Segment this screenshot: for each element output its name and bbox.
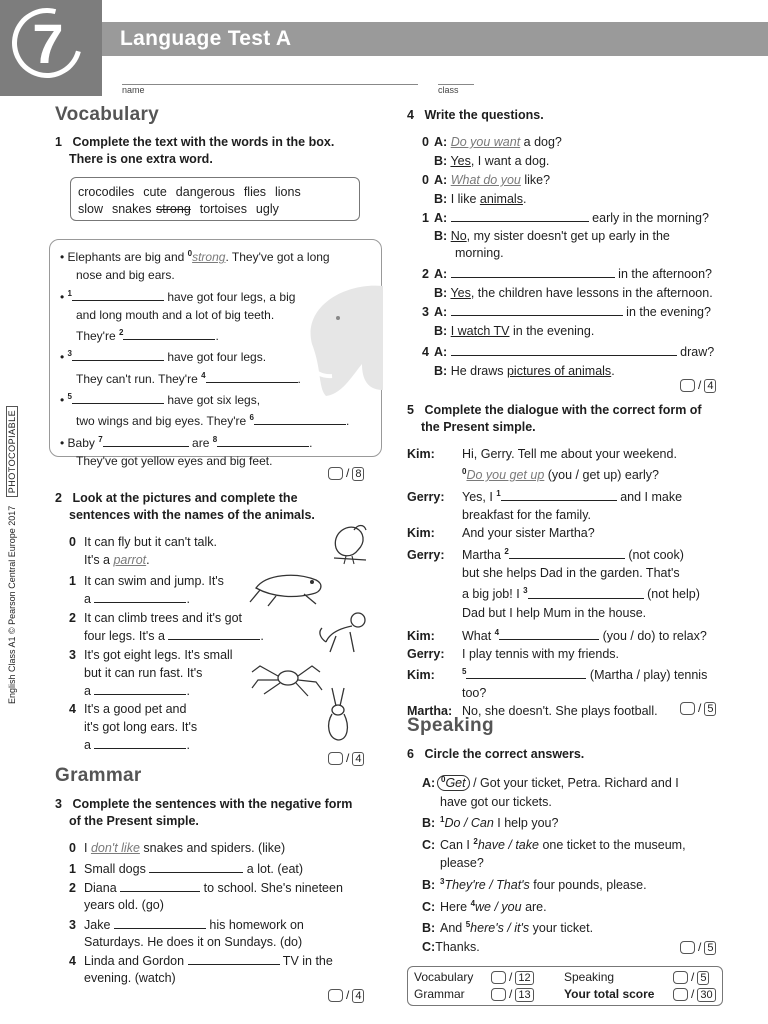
item-line: They've got yellow eyes and big feet. [76,453,273,468]
score-total: 30 [697,988,715,1002]
name-label: name [122,85,145,95]
q1-instruction-line1: Complete the text with the words in the box. [72,135,335,149]
class-label: class [438,85,459,95]
score-box[interactable] [673,971,688,984]
score-box[interactable] [328,989,343,1002]
blank-4[interactable] [206,370,298,383]
item-line: nose and big ears. [76,268,175,283]
monkey-illustration [316,608,372,656]
q1-number: 1 [55,135,62,149]
grammar-total-label: Grammar [414,987,465,1001]
q3-item-0: 0 I don't like snakes and spiders. (like) [69,841,286,855]
copyright-text: English Class A1 © Pearson Central Europe 2017 [7,505,17,704]
photocopiable-badge: PHOTOCOPIABLE [6,406,18,497]
q3-item-4: 4 Linda and Gordon TV in the evening. (watch) [69,954,333,985]
item-line: two wings and big eyes. They're $^6$ . [76,413,350,429]
answer-blank[interactable] [94,682,186,695]
blank-3[interactable] [72,348,164,361]
q1-score: / 8 [328,465,364,482]
unit-number: 7 [32,12,64,75]
item-line: and long mouth and a lot of big teeth. [76,307,275,322]
q5-number: 5 [407,403,414,417]
spider-illustration [250,658,324,700]
q3-number: 3 [55,797,62,811]
blank-5[interactable] [72,391,164,404]
answer-blank[interactable] [188,952,280,965]
q2-number: 2 [55,491,62,505]
example-answer: don't like [90,841,140,855]
score-box[interactable] [328,752,343,765]
q2-item-0: 0 It can fly but it can't talk. It's a parrot. [69,535,218,567]
example-answer: parrot [113,553,147,567]
blank-6[interactable] [254,412,346,425]
q1-instruction-line2: There is one extra word. [69,152,213,166]
word-box-line2a: slow snakes [78,202,157,216]
score-total: 8 [352,467,364,481]
q6-number: 6 [407,747,414,761]
frog-illustration [246,568,328,608]
blank-1[interactable] [72,288,164,301]
answer-blank[interactable] [94,590,186,603]
answer-blank[interactable] [149,860,243,873]
section-title-vocabulary: Vocabulary [55,104,160,125]
q6-score: / 5 [680,939,716,956]
item-line: They can't run. They're $^4$ . [76,370,301,386]
q2-item-1: 1 It can swim and jump. It's a . [69,574,224,606]
answer-blank[interactable] [120,879,200,892]
circled-answer[interactable]: Get [445,776,466,791]
q4-number: 4 [407,108,414,122]
word-box-line1: crocodiles cute dangerous flies lions [78,185,301,199]
q1-instruction [55,134,375,168]
answer-blank[interactable] [466,666,586,679]
rabbit-illustration [322,686,356,744]
q3-instruction-line1: Complete the sentences with the negative form [72,797,353,811]
option-choice[interactable]: have / take [477,837,539,852]
side-copyright [6,344,18,704]
page-title: Language Test A [120,27,292,50]
q2-item-3: 3 It's got eight legs. It's small but it can run fast. It's a . [69,648,233,698]
score-total: 4 [352,752,364,766]
score-total: 5 [697,971,709,985]
score-box[interactable] [491,988,506,1001]
score-total: 5 [704,941,716,955]
q3-instruction [55,796,385,830]
dialogue: Kim: Hi, Gerry. Tell me about your weekend. $^0$Do you get up (you / get up) early? Gerry: Yes, I $^1$ and I make breakfast for the family. Kim: And your sister Martha? Gerry: Martha $^2$ (not cook) but she helps Dad in the garden. That's a big job! I $^3$ (not help) Dad but I help Mum in the house. Kim: What $^4$ (you / do) to relax? Gerry: I play tennis with my friends. Kim: $^5$ (Martha / play) tennis too? Martha: No, she doesn't. She plays football. [407,447,708,718]
score-total: 13 [515,988,533,1002]
answer-blank[interactable] [451,343,677,356]
score-box[interactable] [328,467,343,480]
q2-score: / 4 [328,750,364,767]
name-line [122,84,418,85]
item-line: • $^5$ have got six legs, [60,392,261,408]
score-total: 5 [704,702,716,716]
answer-blank[interactable] [509,546,625,559]
score-total: 12 [515,971,533,985]
example-answer: Do you want [450,135,521,149]
option-choice[interactable]: here's / it's [470,921,530,936]
option-choice[interactable]: we / you [475,899,522,914]
score-total: 4 [704,379,716,393]
q3-score: / 4 [328,987,364,1004]
word-box [70,177,360,221]
q4-lines: 0 A: Do you want a dog? B: Yes, I want a dog. 0 A: What do you like? B: I like animals. 1 A: early in the morning? B: No, my sister doesn't get up early in the morning. 2 A: in the afternoon? B: Yes, the children have lessons in the afternoon. 3 A: in the evening? B: I watch TV in the evening. 4 A: draw? B: He draws pictures of animals. [422,135,715,378]
score-box[interactable] [680,702,695,715]
answer-blank[interactable] [168,627,260,640]
q4-instruction: 4 Write the questions. [407,108,544,122]
word-box-line2b: tortoises ugly [190,202,279,216]
blank-7[interactable] [103,434,189,447]
speaking-total-label: Speaking [564,970,615,984]
q5-instruction: 5 Complete the dialogue with the correct form of the Present simple. [407,403,702,434]
item-line: • Baby $^7$ are $^8$ . [60,434,313,450]
item-line: • $^1$ have got four legs, a big [60,288,296,304]
option-choice[interactable]: Do / Can [444,816,494,831]
q2-item-4: 4 It's a good pet and it's got long ears. It's a . [69,702,198,752]
q5-score: / 5 [680,700,716,717]
score-total: 4 [352,989,364,1003]
vocab-total-label: Vocabulary [414,970,474,984]
answer-blank[interactable] [94,736,186,749]
score-box[interactable] [491,971,506,984]
elephant-text-box [49,239,382,468]
answer-blank[interactable] [528,586,644,599]
item-line: They're $^2$ . [76,328,219,344]
answer-blank[interactable] [451,303,623,316]
blank-2[interactable] [123,327,215,340]
section-title-speaking: Speaking [407,715,494,736]
parrot-illustration [326,518,372,566]
q6-instruction: 6 Circle the correct answers. [407,747,585,761]
example-answer: Do you get up [466,468,545,483]
grand-total-label: Your total score [564,987,655,1001]
q3-item-1: 1 Small dogs a lot. (eat) [69,862,304,876]
q4-score: / 4 [680,377,716,394]
answer-blank[interactable] [501,488,617,501]
q2-item-2: 2 It can climb trees and it's got four legs. It's a . [69,611,264,643]
totals-box: Vocabulary / 12 Grammar / 13 Speaking / 5 Your total score / 30 [407,966,723,1006]
example-answer: What do you [450,173,521,187]
q2-instruction-line2: sentences with the names of the animals. [69,508,315,522]
q6-dialogue: A: $^0$Get / Got your ticket, Petra. Richard and I have got our tickets. B: $^1$Do / Can I help you? C: Can I $^2$have / take one ticket to the museum, please? B: $^3$They're / That's four pounds, please. C: Here $^4$we / you are. B: And $^5$here's / it's your ticket. C:Thanks. [422,775,686,954]
item-line: • Elephants are big and $^0$strong. They've got a long [60,249,330,264]
blank-8[interactable] [217,434,309,447]
q3-item-3: 3 Jake his homework on Saturdays. He does it on Sundays. (do) [69,918,304,949]
answer-blank[interactable] [451,209,589,222]
example-answer: strong [192,250,226,264]
option-choice[interactable]: They're / That's [444,878,530,893]
q2-instruction-line1: Look at the pictures and complete the [72,491,298,505]
score-box[interactable] [680,379,695,392]
word-box-struck-word: strong [156,202,191,216]
q3-instruction-line2: of the Present simple. [69,814,199,828]
answer-blank[interactable] [451,265,615,278]
q3-item-2: 2 Diana to school. She's nineteen years old. (go) [69,881,343,912]
answer-blank[interactable] [114,916,206,929]
item-line: • $^3$ have got four legs. [60,349,267,365]
score-box[interactable] [673,988,688,1001]
answer-blank[interactable] [499,627,599,640]
score-box[interactable] [680,941,695,954]
section-title-grammar: Grammar [55,765,142,786]
